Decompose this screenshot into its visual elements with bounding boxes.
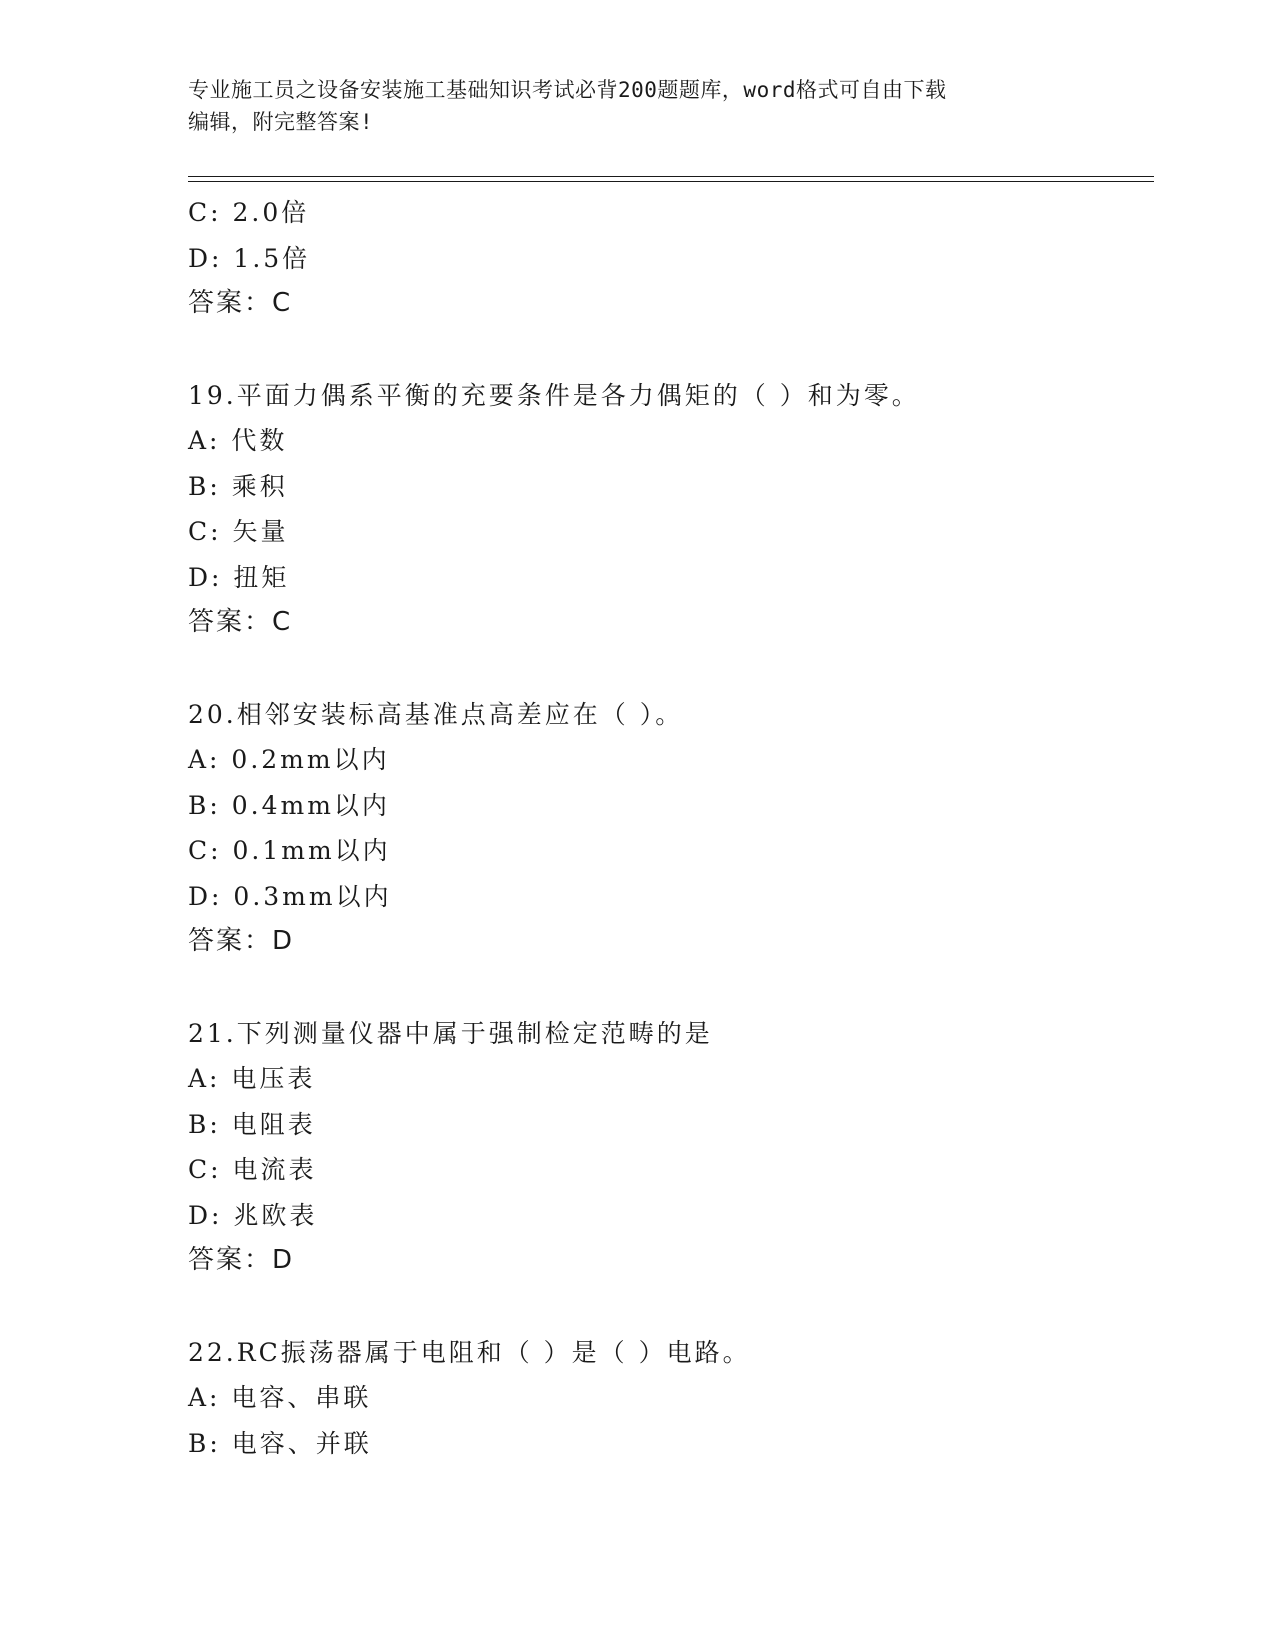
spacer xyxy=(188,965,1148,1011)
header-divider-bottom xyxy=(188,181,1154,182)
question-stem: 20.相邻安装标高基准点高差应在（ ）。 xyxy=(188,699,684,729)
header-line-2: 编辑，附完整答案! xyxy=(188,110,374,134)
option-c: C: 电流表 xyxy=(188,1155,317,1184)
option-a: A: 电压表 xyxy=(188,1064,316,1093)
option-a: A: 代数 xyxy=(188,426,288,455)
option-b: B: 乘积 xyxy=(188,471,288,501)
option-c: C: 矢量 xyxy=(188,517,289,546)
option-a: A: 电容、串联 xyxy=(188,1383,372,1412)
option-b: B: 0.4mm以内 xyxy=(188,790,390,820)
question-stem: 19.平面力偶系平衡的充要条件是各力偶矩的（ ）和为零。 xyxy=(188,380,920,410)
header-divider-top xyxy=(188,176,1154,177)
option-b: B: 电容、并联 xyxy=(188,1428,372,1458)
question-22 xyxy=(188,1330,1148,1467)
question-list xyxy=(188,190,1148,1466)
option-d: D: 扭矩 xyxy=(188,562,290,592)
document-header xyxy=(188,74,1088,138)
question-stem: 21.下列测量仪器中属于强制检定范畴的是 xyxy=(188,1018,713,1048)
option-d: D: 兆欧表 xyxy=(188,1200,318,1230)
partial-question-18 xyxy=(188,190,1148,327)
header-line-1: 专业施工员之设备安装施工基础知识考试必背200题题库，word格式可自由下载 xyxy=(188,78,947,102)
answer: 答案：C xyxy=(188,288,293,318)
question-20 xyxy=(188,692,1148,965)
question-19 xyxy=(188,373,1148,646)
option-c: C: 0.1mm以内 xyxy=(188,836,391,865)
spacer xyxy=(188,646,1148,692)
spacer xyxy=(188,327,1148,373)
option-c: C: 2.0倍 xyxy=(188,198,310,227)
option-d: D: 1.5倍 xyxy=(188,243,311,273)
spacer xyxy=(188,1284,1148,1330)
question-stem: 22.RC振荡器属于电阻和（ ）是（ ）电路。 xyxy=(188,1337,751,1367)
option-b: B: 电阻表 xyxy=(188,1109,316,1139)
option-d: D: 0.3mm以内 xyxy=(188,881,392,911)
answer: 答案：D xyxy=(188,1245,295,1275)
answer: 答案：C xyxy=(188,607,293,637)
option-a: A: 0.2mm以内 xyxy=(188,745,390,774)
question-21 xyxy=(188,1011,1148,1284)
answer: 答案：D xyxy=(188,926,295,956)
